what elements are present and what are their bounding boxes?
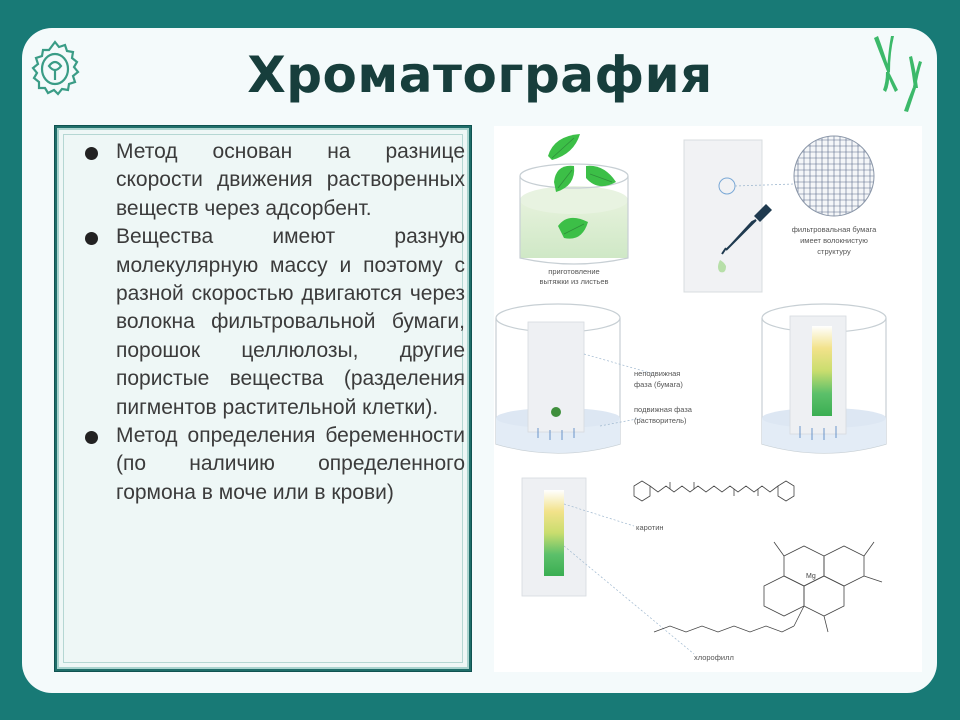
text-panel: [55, 126, 471, 671]
beaker-leaves: [520, 134, 628, 286]
chlorophyll-structure: [654, 542, 882, 632]
label-stationary-1: неподвижная: [634, 369, 681, 378]
label-chlorophyll: хлорофилл: [694, 653, 734, 662]
bullet-dot-icon: [85, 232, 98, 245]
bullet-item-2: [85, 223, 465, 422]
beaker-after: [762, 304, 886, 453]
paper-with-dropper: [684, 140, 794, 292]
bullet-dot-icon: [85, 431, 98, 444]
label-paper-3: структуру: [817, 247, 851, 256]
slide-title: Хроматография: [247, 46, 713, 104]
label-extract-2: вытяжки из листьев: [539, 277, 609, 286]
bullet-dot-icon: [85, 147, 98, 160]
bullet-text-2: Вещества имеют разную молекулярную массу и поэтому с разной скоростью двигаются через волокна фильтровальной бумаги, порошок целлюлозы, другие пористые вещества (разделения пигментов растительной клетки).: [116, 225, 465, 419]
label-paper-1: фильтровальная бумага: [791, 225, 877, 234]
label-paper-2: имеет волокнистую: [800, 236, 868, 245]
label-mobile-2: (растворитель): [634, 416, 687, 425]
paper-mesh-magnified: [792, 136, 877, 256]
label-mg: Mg: [806, 573, 816, 580]
bullet-item-3: [85, 422, 465, 507]
label-carotene: каротин: [636, 523, 664, 532]
beaker-before: [496, 304, 654, 453]
chromatography-illustration: [494, 126, 922, 672]
bullet-item-1: [85, 138, 465, 223]
bullet-text-1: Метод основан на разнице скорости движения растворенных веществ через адсорбент.: [116, 140, 465, 220]
bullet-text-3: Метод определения беременности (по наличию определенного гормона в моче или в крови): [116, 424, 465, 504]
bullet-list: [85, 138, 465, 507]
carotene-structure: [634, 481, 794, 501]
label-mobile-1: подвижная фаза: [634, 405, 692, 414]
label-extract-1: приготовление: [548, 267, 600, 276]
illustration-svg: [494, 126, 922, 672]
developed-strip: [522, 478, 694, 654]
label-stationary-2: фаза (бумага): [634, 380, 683, 389]
